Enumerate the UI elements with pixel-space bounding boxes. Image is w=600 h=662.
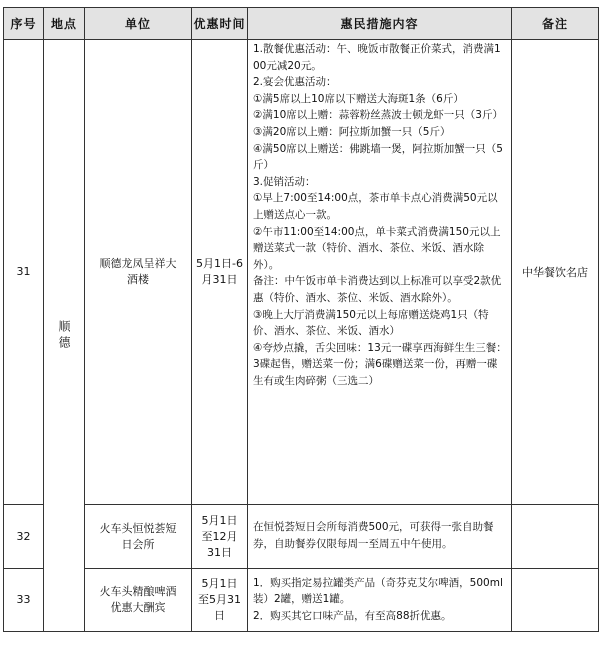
- row-seq: 33: [4, 569, 44, 632]
- content-line: ②午市11:00至14:00点，单卡菜式消费满150元以上赠送菜式一款（特价、酒水、茶位、米饭、酒水除外）。: [253, 225, 501, 271]
- row-content: [248, 505, 512, 569]
- promotions-table: [3, 7, 599, 632]
- table-row: [4, 505, 599, 569]
- content-line: 3.促销活动：: [253, 175, 316, 188]
- header-place: 地点: [44, 8, 85, 40]
- row-seq: 32: [4, 505, 44, 569]
- row-unit: 火车头精酿啤酒优惠大酬宾: [85, 569, 192, 632]
- header-note: 备注: [512, 8, 599, 40]
- content-line: ①满5席以上10席以下赠送大海斑1条（6斤）: [253, 92, 464, 105]
- content-line: 1.散餐优惠活动：午、晚饭市散餐正价菜式，消费满100元减20元。: [253, 43, 501, 72]
- row-note: 中华餐饮名店: [512, 40, 599, 505]
- row-seq: 31: [4, 40, 44, 505]
- header-content: 惠民措施内容: [248, 8, 512, 40]
- content-line: 2.宴会优惠活动：: [253, 76, 337, 89]
- header-time: 优惠时间: [192, 8, 248, 40]
- row-time: 5月1日至12月31日: [192, 505, 248, 569]
- header-row: [4, 8, 599, 40]
- row-note: [512, 569, 599, 632]
- header-unit: 单位: [85, 8, 192, 40]
- row-time: 5月1日至5月31日: [192, 569, 248, 632]
- content-line: 1．购买指定易拉罐类产品（奇芬克艾尔啤酒，500ml装）2罐，赠送1罐。: [253, 576, 503, 606]
- row-unit: 火车头恒悦荟短日会所: [85, 505, 192, 569]
- content-line: ④夸炒点撬，舌尖回味：13元一碟享西海鲜生生三餐：3碟起售，赠送菜一份；满6碟赠送菜一份，再赠一碟生有或生肉碎粥（三选二）: [253, 341, 507, 387]
- content-line: 备注：中午饭市单卡消费达到以上标准可以享受2款优惠（特价、酒水、茶位、米饭、酒水除外）。: [253, 275, 502, 304]
- content-line: ④满50席以上赠送：佛跳墙一煲，阿拉斯加蟹一只（5斤）: [253, 142, 503, 172]
- content-line: 2．购买其它口味产品，有至高88折优惠。: [253, 609, 452, 622]
- header-seq: 序号: [4, 8, 44, 40]
- content-line: ②满10席以上赠：蒜蓉粉丝蒸波士顿龙虾一只（3斤）③满20席以上赠：阿拉斯加蟹一只（5斤）: [253, 109, 503, 138]
- table-row: [4, 40, 599, 505]
- content-line: ①早上7:00至14:00点，茶市单卡点心消费满50元以上赠送点心一款。: [253, 192, 498, 221]
- table-row: [4, 569, 599, 632]
- row-note: [512, 505, 599, 569]
- row-time: 5月1日-6月31日: [192, 40, 248, 505]
- content-line: ③晚上大厅消费满150元以上每席赠送烧鸡1只（特价、酒水、茶位、米饭、酒水）: [253, 308, 489, 338]
- row-unit: 顺德龙凤呈祥大酒楼: [85, 40, 192, 505]
- place-cell: 顺德: [44, 40, 85, 632]
- row-content: [248, 40, 512, 505]
- content-line: 在恒悦荟短日会所每消费500元，可获得一张自助餐券，自助餐券仅限每周一至周五中午使用。: [253, 521, 494, 550]
- row-content: [248, 569, 512, 632]
